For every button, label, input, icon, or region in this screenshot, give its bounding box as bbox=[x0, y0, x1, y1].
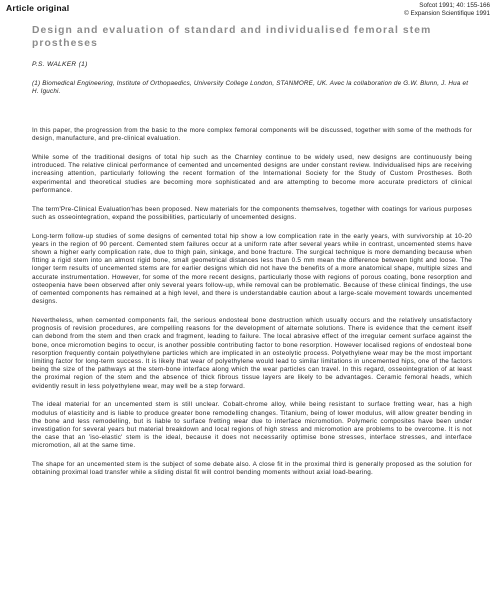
author-affiliation: (1) Biomedical Engineering, Institute of Orthopaedics, University College London, STANMORE, UK. Avec la collaboration de G.W. Blunn, J. Hua et H. Iguchi. bbox=[32, 80, 469, 96]
body-paragraph: The term'Pre-Clinical Evaluation'has been proposed. New materials for the components themselves, together with coatings for various purposes such as osseointegration, expand the possibilities, particularly of uncemented designs. bbox=[32, 205, 472, 221]
journal-reference: Sofcot 1991; 40: 155-166 bbox=[419, 2, 490, 9]
article-authors: P.S. WALKER (1) bbox=[32, 61, 88, 68]
body-paragraph: In this paper, the progression from the basic to the more complex femoral components will be discussed, together with some of the methods for design, manufacture, and pre-clinical evaluation. bbox=[32, 127, 472, 143]
article-body bbox=[32, 127, 472, 488]
body-paragraph: Long-term follow-up studies of some designs of cemented total hip show a low complication rate in the early years, with survivorship at 10-20 years in the region of 90 percent. Cemented stem failures occur at a uniform rate after several years while in contrast, uncemented stems have shown a higher early complication rate, due to thigh pain, sinkage, and bone fracture. The surgical technique is more demanding because when fitting a rigid stem into an almost rigid bone, small geometrical distances less than 0.5 mm mean the difference between tight and loose. The longer term results of uncemented stems are for earlier designs which did not have the benefits of a more anatomical shape, multiple sizes and accurate instrumentation. However, for some of the more recent designs, particularly those with regions of porous coating, bone resorption and osteopenia have been observed after only several years follow-up, while removal can be problematic. Because of these clinical findings, the use of cemented components has remained at a high level, and there is understandable caution about a large-scale movement towards uncemented designs. bbox=[32, 232, 472, 306]
journal-citation bbox=[404, 2, 490, 18]
body-paragraph: The shape for an uncemented stem is the subject of some debate also. A close fit in the proximal third is generally proposed as the solution for obtaining proximal load transfer while a sliding distal fit will control bending moments without axial load-bearing. bbox=[32, 461, 472, 477]
article-title: Design and evaluation of standard and individualised femoral stem prostheses bbox=[32, 25, 432, 49]
body-paragraph: While some of the traditional designs of total hip such as the Charnley continue to be widely used, new designs are continuously being introduced. The relative clinical performance of cemented and uncemented designs are under constant review. Individualised hips are receiving increasing attention, particularly following the recent formation of the International Society for the Study of Custom Prostheses. Both experimental and theoretical studies are becoming more sophisticated and are attempting to become more accurate predictors of clinical performance. bbox=[32, 154, 472, 194]
body-paragraph: Nevertheless, when cemented components fail, the serious endosteal bone destruction which usually occurs and the relatively unsatisfactory prognosis of revision procedures, are compelling reasons for the development of alternate solutions. There is evidence that the cement itself can debond from the stem and then crack and fragment, leading to failure. The local abrasive effect of the irregular cement surface against the bone, once micromotion begins to occur, is another possible contributing factor to bone resorption. However localised regions of endosteal bone resorption frequently contain polyethylene particles which are implicated in an osteolytic process. Polyethylene wear may be the most important limiting factor for long-term success. It is likely that wear of polyethylene would lead to similar limitations in uncemented hips, one of the factors being the size of the pathways at the stem-bone interface along which the wear particles can travel. In this regard, osseointegration of at least the proximal region of the stem and the absence of thick fibrous tissue layers are likely to be advantages. Ceramic femoral heads, which evidently result in less polyethylene wear, may well be a step forward. bbox=[32, 317, 472, 390]
body-paragraph: The ideal material for an uncemented stem is still unclear. Cobalt-chrome alloy, while being resistant to surface fretting wear, has a high modulus of elasticity and is liable to produce greater bone remodelling changes. Titanium, being of lower modulus, will allow greater bending in the bone and less remodelling, but is liable to surface fretting wear due to interface micromotion. Polymeric composites have been under investigation for several years but material breakdown and local regions of high stress and micromotion are problems to be overcome. It is not the case that an 'iso-elastic' stem is the ideal, because it does not necessarily optimise bone stresses, interface stresses, and interface micromotion, all at the same time. bbox=[32, 401, 472, 450]
journal-copyright: © Expansion Scientifique 1991 bbox=[404, 10, 490, 17]
section-label: Article original bbox=[6, 3, 70, 13]
